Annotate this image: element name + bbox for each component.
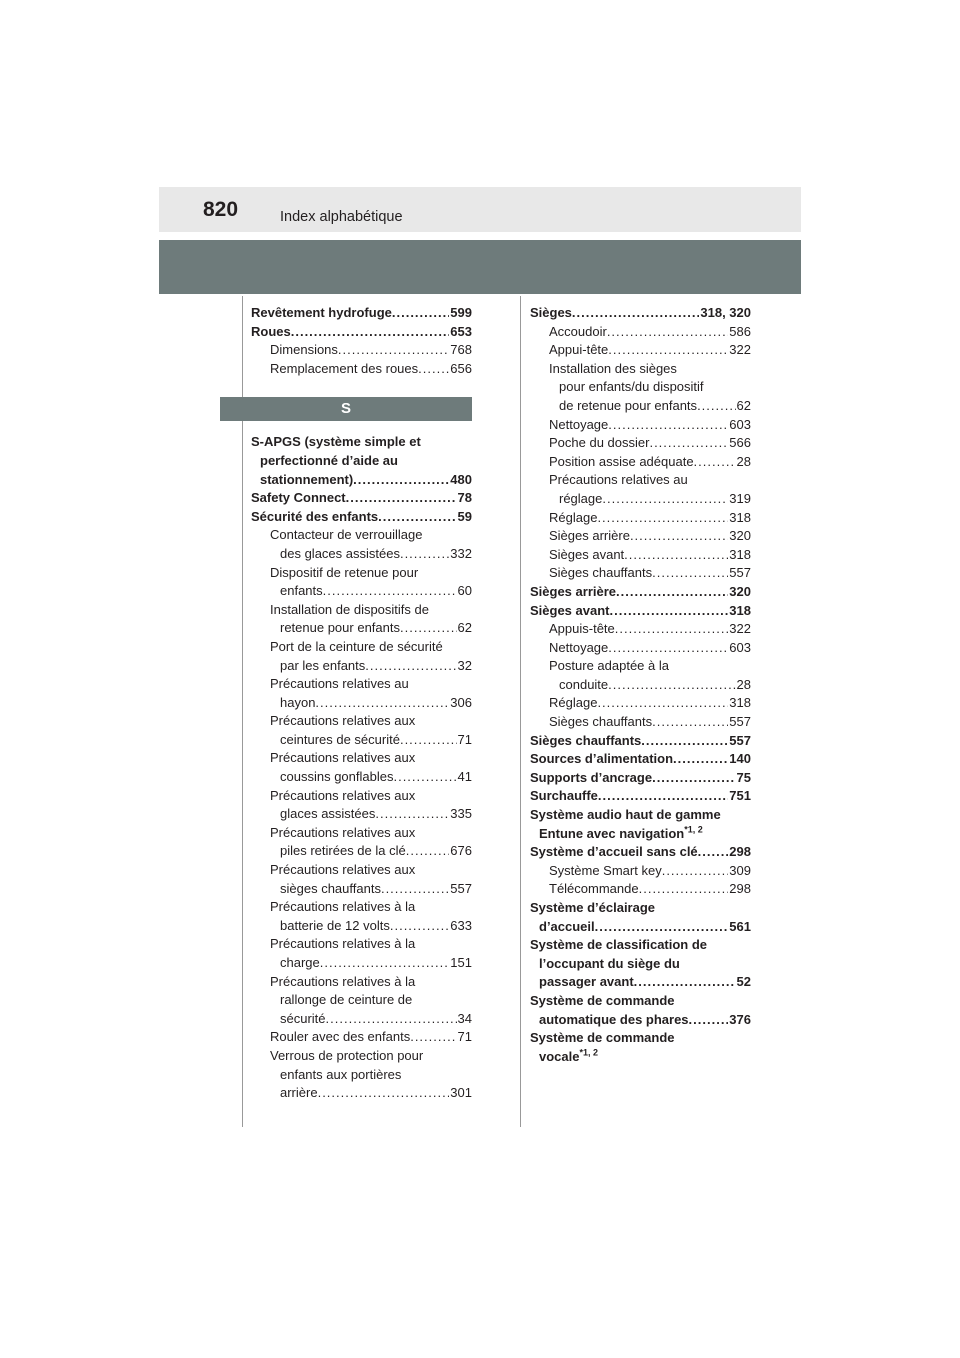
index-entry: Revêtement hydrofuge ..... 599 bbox=[251, 304, 472, 323]
index-entry-line: Système de commande bbox=[530, 992, 675, 1008]
index-entry: stationnement) ..... 480 bbox=[251, 471, 472, 490]
index-subentry-line: Posture adaptée à la bbox=[549, 658, 669, 674]
index-entry: Sièges chauffants ..... 557 bbox=[530, 732, 751, 751]
index-entry-line: Système d’éclairage bbox=[530, 900, 656, 915]
section-letter-heading: S bbox=[220, 397, 472, 421]
index-subentry: Accoudoir ..... 586 bbox=[530, 323, 751, 342]
index-entry-line: Système de classification de bbox=[530, 937, 708, 953]
index-subentry-line: Précautions relatives à la bbox=[270, 936, 416, 952]
index-entry: d’accueil ..... 561 bbox=[530, 918, 751, 937]
index-subentry-line: Installation de dispositifs de bbox=[270, 601, 429, 617]
index-subentry-line: Dispositif de retenue pour bbox=[270, 564, 419, 580]
index-subentry: Nettoyage ..... 603 bbox=[530, 639, 751, 658]
index-entry: Système d’accueil sans clé ..... 298 bbox=[530, 843, 751, 862]
index-entry: Roues ..... 653 bbox=[251, 323, 472, 342]
index-subentry: sièges chauffants ..... 557 bbox=[251, 880, 472, 899]
index-subentry-line: Verrous de protection pour bbox=[270, 1047, 424, 1063]
index-subentry: Appuis-tête ..... 322 bbox=[530, 620, 751, 639]
index-subentry-line: Port de la ceinture de sécurité bbox=[270, 638, 443, 654]
index-subentry-line: Précautions relatives aux bbox=[270, 862, 416, 878]
index-entry: automatique des phares ..... 376 bbox=[530, 1011, 751, 1030]
index-subentry: Système Smart key ..... 309 bbox=[530, 862, 751, 881]
index-entry-line: Système audio haut de gamme bbox=[530, 807, 721, 823]
index-entry: Sièges ..... 318, 320 bbox=[530, 304, 751, 323]
index-subentry: enfants ..... 60 bbox=[251, 582, 472, 601]
index-entry: passager avant ..... 52 bbox=[530, 973, 751, 992]
index-subentry: Rouler avec des enfants ..... 71 bbox=[251, 1028, 472, 1047]
index-entry: Sièges avant ..... 318 bbox=[530, 602, 751, 621]
index-subentry-line: Précautions relatives au bbox=[549, 472, 688, 488]
index-subentry: de retenue pour enfants ..... 62 bbox=[530, 397, 751, 416]
index-subentry-line: Installation des sièges bbox=[549, 360, 677, 376]
index-subentry: Réglage ..... 318 bbox=[530, 509, 751, 528]
index-subentry-line: Précautions relatives aux bbox=[270, 713, 416, 729]
footnote-marker: *1, 2 bbox=[579, 1047, 598, 1058]
index-entry: Sécurité des enfants ..... 59 bbox=[251, 508, 472, 527]
page-number: 820 bbox=[203, 198, 239, 221]
index-subentry: charge ..... 151 bbox=[251, 954, 472, 973]
index-subentry: ceintures de sécurité ..... 71 bbox=[251, 731, 472, 750]
index-subentry: Dimensions ..... 768 bbox=[251, 341, 472, 360]
section-title-bar bbox=[159, 240, 801, 294]
index-subentry-line: Précautions relatives aux bbox=[270, 750, 416, 766]
index-entry-line: l’occupant du siège du bbox=[539, 955, 680, 971]
index-entry: Safety Connect ..... 78 bbox=[251, 489, 472, 508]
index-subentry-line: pour enfants/du dispositif bbox=[559, 379, 704, 395]
index-entry: Sièges arrière ..... 320 bbox=[530, 583, 751, 602]
index-subentry: conduite ..... 28 bbox=[530, 676, 751, 695]
index-subentry: Nettoyage ..... 603 bbox=[530, 416, 751, 435]
index-entry-line: vocale$^{*1, 2}$ bbox=[539, 1047, 598, 1064]
index-entry-line: perfectionné d’aide au bbox=[260, 452, 398, 468]
index-subentry: arrière ..... 301 bbox=[251, 1084, 472, 1103]
index-subentry-line: Précautions relatives à la bbox=[270, 973, 416, 989]
index-subentry: Position assise adéquate ..... 28 bbox=[530, 453, 751, 472]
index-subentry: Sièges chauffants ..... 557 bbox=[530, 713, 751, 732]
index-subentry: Sièges arrière ..... 320 bbox=[530, 527, 751, 546]
index-subentry: Réglage ..... 318 bbox=[530, 694, 751, 713]
index-subentry: batterie de 12 volts ..... 633 bbox=[251, 917, 472, 936]
index-subentry: des glaces assistées ..... 332 bbox=[251, 545, 472, 564]
index-subentry: Télécommande ..... 298 bbox=[530, 880, 751, 899]
index-subentry-line: Précautions relatives aux bbox=[270, 787, 416, 803]
index-entry-line: Entune avec navigation$^{*1, 2}$ bbox=[539, 824, 703, 841]
index-entry-line: S-APGS (système simple et bbox=[251, 434, 421, 450]
index-entry: Supports d’ancrage ..... 75 bbox=[530, 769, 751, 788]
index-entry-line: Système de commande bbox=[530, 1030, 675, 1046]
index-subentry-line: Précautions relatives au bbox=[270, 676, 409, 692]
index-subentry: retenue pour enfants ..... 62 bbox=[251, 619, 472, 638]
index-subentry: piles retirées de la clé ..... 676 bbox=[251, 842, 472, 861]
index-subentry: Sièges avant ..... 318 bbox=[530, 546, 751, 565]
index-subentry: sécurité ..... 34 bbox=[251, 1010, 472, 1029]
index-subentry: réglage ..... 319 bbox=[530, 490, 751, 509]
index-subentry: Remplacement des roues ..... 656 bbox=[251, 360, 472, 379]
index-subentry: Poche du dossier ..... 566 bbox=[530, 434, 751, 453]
header-band bbox=[159, 187, 801, 232]
column-divider bbox=[520, 296, 521, 1127]
footnote-marker: *1, 2 bbox=[684, 824, 703, 835]
index-subentry-line: Contacteur de verrouillage bbox=[270, 527, 423, 543]
index-entry: Sources d’alimentation ..... 140 bbox=[530, 750, 751, 769]
index-subentry-line: rallonge de ceinture de bbox=[280, 992, 413, 1008]
index-subentry-line: Précautions relatives aux bbox=[270, 824, 416, 840]
index-column-right bbox=[530, 304, 751, 1066]
index-subentry: coussins gonflables ..... 41 bbox=[251, 768, 472, 787]
index-subentry: Sièges chauffants ..... 557 bbox=[530, 564, 751, 583]
index-subentry: par les enfants ..... 32 bbox=[251, 657, 472, 676]
index-entry: Surchauffe ..... 751 bbox=[530, 787, 751, 806]
index-subentry-line: Précautions relatives à la bbox=[270, 899, 416, 915]
index-subentry: glaces assistées ..... 335 bbox=[251, 805, 472, 824]
index-column-left bbox=[251, 304, 472, 1103]
page-title: Index alphabétique bbox=[280, 209, 403, 225]
index-subentry: hayon ..... 306 bbox=[251, 694, 472, 713]
index-subentry-line: enfants aux portières bbox=[280, 1066, 402, 1082]
index-subentry: Appui-tête ..... 322 bbox=[530, 341, 751, 360]
